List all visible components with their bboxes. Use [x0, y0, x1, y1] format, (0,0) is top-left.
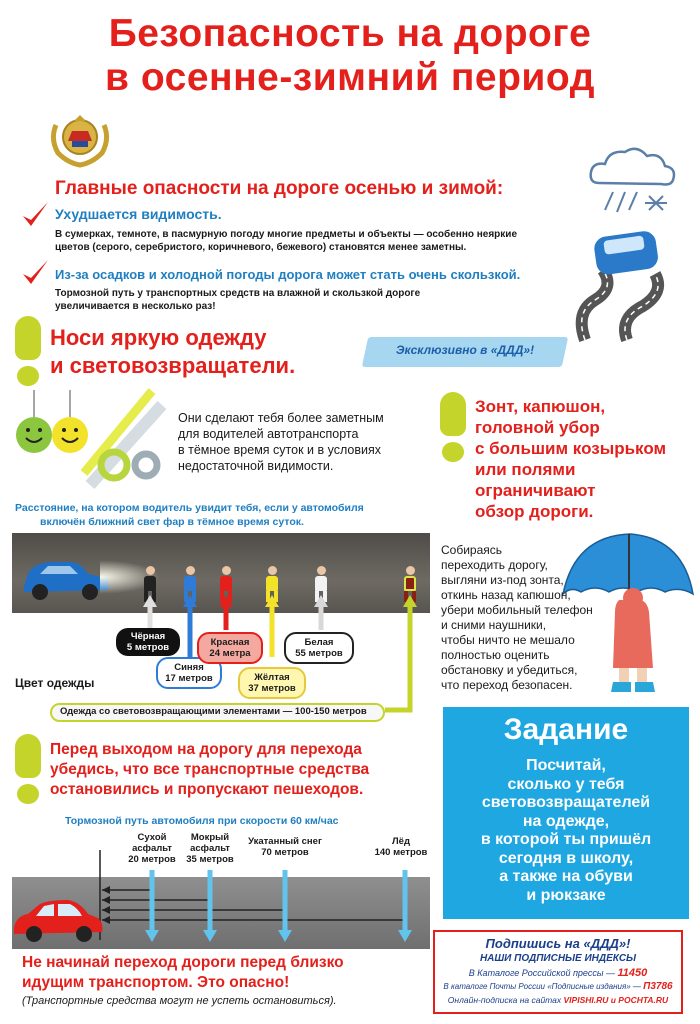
warning-line-2: идущим транспортом. Это опасно!: [22, 974, 290, 991]
snow-l1: Укатанный снег: [248, 836, 322, 847]
umbrella-text-line-4: откинь назад капюшон,: [441, 588, 571, 602]
umbrella-text-line-9: обстановку и убедиться,: [441, 663, 578, 677]
sub-l1-code: 11450: [617, 967, 648, 979]
dangers-heading: Главные опасности на дороге осенью и зимой:: [55, 178, 504, 199]
umbrella-text-line-5: убери мобильный телефон: [441, 603, 593, 617]
checkmark-icon: [20, 258, 50, 288]
snow-l2: 70 метров: [261, 847, 309, 858]
danger-item-1-title: Ухудшается видимость.: [55, 206, 222, 222]
danger-item-2-text-line-1: Тормозной путь у транспортных средств на влажной и скользкой дороге: [55, 288, 421, 299]
black-name: Чёрная: [130, 631, 166, 642]
umbrella-heading-line-3: с большим козырьком: [475, 439, 667, 458]
yellow-dist: 37 метров: [248, 683, 296, 694]
subscription-line-2: [433, 981, 683, 992]
bright-text-line-1: Они сделают тебя более заметным: [178, 411, 384, 425]
crossing-heading-line-3: остановились и пропускают пешеходов.: [50, 781, 364, 798]
task-line-7: а также на обуви: [499, 868, 633, 885]
blue-dist: 17 метров: [165, 673, 213, 684]
subscription-line-1: [433, 967, 683, 979]
white-dist: 55 метров: [295, 648, 343, 659]
traffic-police-emblem-icon: [48, 105, 112, 169]
warning-line-1: Не начинай переход дороги перед близко: [22, 954, 344, 971]
task-line-4: на одежде,: [522, 812, 610, 830]
reflective-clothing-label: Одежда со световозвращающими элементами — 100-150 метров: [60, 706, 367, 717]
sub-l2-code: П3786: [643, 981, 673, 992]
ice-l1: Лёд: [392, 836, 410, 847]
umbrella-text-line-8: полностью оценить: [441, 648, 550, 662]
task-line-6: сегодня в школу,: [498, 849, 634, 867]
yellow-label: [238, 667, 306, 699]
umbrella-text-line-1: Собираясь: [441, 543, 503, 557]
umbrella-text-line-7: чтобы ничто не мешало: [441, 633, 575, 647]
subscription-subtitle: НАШИ ПОДПИСНЫЕ ИНДЕКСЫ: [479, 953, 637, 964]
exclamation-icon: [440, 392, 466, 462]
visibility-caption-line-1: Расстояние, на котором водитель увидит тебя, если у автомобиля: [15, 502, 364, 514]
umbrella-heading-line-2: головной убор: [475, 418, 600, 437]
snow-cloud-icon: [585, 138, 680, 223]
task-title: Задание: [503, 713, 629, 746]
exclamation-icon: [15, 316, 41, 386]
sub-l1-text: В Каталоге Российской прессы —: [468, 968, 615, 978]
visibility-caption-line-2: включён ближний свет фар в тёмное время суток.: [40, 516, 304, 528]
ice-l2: 140 метров: [374, 847, 428, 858]
red-car-icon: [10, 896, 105, 944]
umbrella-heading-line-4: или полями: [475, 460, 576, 479]
white-name: Белая: [304, 637, 334, 648]
exclamation-icon: [15, 734, 41, 804]
black-dist: 5 метров: [126, 642, 170, 653]
skidding-car-icon: [565, 222, 685, 342]
umbrella-text-line-2: переходить дорогу,: [441, 558, 548, 572]
danger-item-1-text-line-2: цветов (серого, серебристого, коричневого, бежевого) становятся менее заметны.: [55, 242, 467, 253]
wet-l2: асфальт: [190, 843, 230, 854]
task-line-3: световозвращателей: [481, 794, 651, 811]
sub-l3-text: Онлайн-подписка на сайтах: [447, 995, 562, 1005]
braking-caption: Тормозной путь автомобиля при скорости 60 км/час: [65, 815, 339, 827]
danger-item-1-text-line-1: В сумерках, темноте, в пасмурную погоду многие предметы и объекты — особенно неяркие: [55, 229, 518, 240]
wet-l1: Мокрый: [190, 832, 230, 843]
umbrella-text-line-10: что переход безопасен.: [441, 678, 573, 692]
bright-heading-line-2: и световозвращатели.: [50, 353, 296, 378]
task-line-8: и рюкзаке: [526, 886, 606, 904]
title-line-1: Безопасность на дороге: [108, 12, 592, 55]
danger-item-2-text-line-2: увеличивается в несколько раз!: [55, 301, 216, 312]
red-dist: 24 метра: [209, 648, 251, 659]
wet-l3: 35 метров: [186, 854, 234, 865]
danger-item-2-title: Из-за осадков и холодной погоды дорога может стать очень скользкой.: [55, 267, 521, 282]
umbrella-heading-line-1: Зонт, капюшон,: [475, 397, 606, 416]
crossing-heading-line-1: Перед выходом на дорогу для перехода: [50, 741, 362, 758]
umbrella-heading-line-6: обзор дороги.: [475, 502, 594, 521]
yellow-name: Жёлтая: [254, 672, 290, 683]
red-label: [197, 632, 263, 664]
subscription-title: Подпишись на «ДДД»!: [485, 936, 631, 951]
blue-name: Синяя: [174, 662, 204, 673]
sub-l2-text: В каталоге Почты России «Подписные издания» —: [443, 982, 641, 991]
white-label: [284, 632, 354, 664]
bright-text-line-4: недостаточной видимости.: [178, 459, 334, 473]
task-line-1: Посчитай,: [526, 757, 606, 774]
dry-l3: 20 метров: [128, 854, 176, 865]
checkmark-icon: [20, 200, 50, 230]
dry-l1: Сухой: [137, 832, 167, 843]
sub-l3-sites: VIPISHI.RU и POCHTA.RU: [563, 995, 669, 1005]
bright-text-line-2: для водителей автотранспорта: [178, 427, 359, 441]
exclusive-label: Эксклюзивно в «ДДД»!: [395, 343, 535, 357]
title-line-2: в осенне-зимний период: [105, 56, 595, 99]
reflectors-illustration: [12, 385, 167, 490]
subscription-line-3: [433, 995, 683, 1005]
umbrella-text-line-3: выгляни из-под зонта,: [441, 573, 564, 587]
umbrella-heading-line-5: ограничивают: [475, 481, 596, 500]
bright-text-line-3: в тёмное время суток и в условиях: [178, 443, 381, 457]
umbrella-text-line-6: и сними наушники,: [441, 618, 547, 632]
warning-note: (Транспортные средства могут не успеть остановиться).: [22, 995, 337, 1007]
bright-heading-line-1: Носи яркую одежду: [50, 325, 267, 350]
crossing-heading-line-2: убедись, что все транспортные средства: [50, 761, 370, 778]
clothes-color-label: Цвет одежды: [15, 676, 95, 690]
task-line-2: сколько у тебя: [507, 775, 625, 793]
task-text: [443, 757, 689, 905]
red-name: Красная: [210, 637, 250, 648]
task-line-5: в которой ты пришёл: [480, 831, 652, 848]
dry-l2: асфальт: [132, 843, 172, 854]
black-label: [116, 628, 180, 656]
